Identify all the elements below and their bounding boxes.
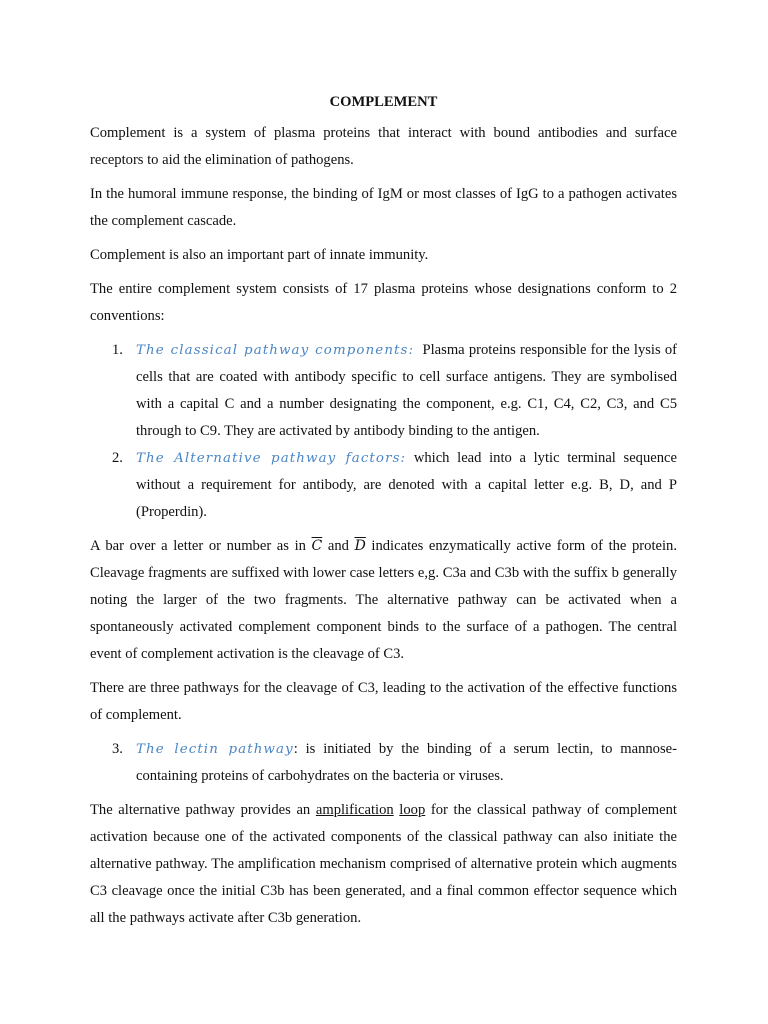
text-segment: and [322, 538, 355, 554]
term-alternative-pathway: The Alternative pathway factors: [136, 451, 407, 466]
list-item-text: which lead into a lytic terminal sequence without a requirement for antibody, are denoted with a capital letter e.g. B, D, and P (Properdin). [136, 450, 677, 520]
term-lectin-pathway: The lectin pathway [136, 742, 294, 757]
list-number: 1. [112, 342, 123, 358]
list-item-lectin [90, 736, 677, 790]
paragraph-amplification [90, 797, 677, 932]
list-item-text: Plasma proteins responsible for the lysis of cells that are coated with antibody specific to cell surface antigens. They are symbolised with a capital C and a number designating the component, e.g. C1, C4, C2, C3, and C5 through to C9. They are activated by antibody binding to the antigen. [136, 342, 677, 439]
lectin-list [90, 736, 677, 790]
page-title: COMPLEMENT [329, 94, 438, 110]
document-page [90, 90, 677, 939]
underlined-amplification: amplification [315, 802, 394, 818]
conventions-list [90, 337, 677, 526]
paragraph-innate-immunity: Complement is also an important part of innate immunity. [90, 247, 429, 263]
text-segment: The alternative pathway provides an [90, 802, 316, 818]
list-item-classical [90, 337, 677, 445]
list-number: 2. [112, 450, 123, 466]
underlined-loop: loop [399, 802, 426, 818]
term-classical-pathway: The classical pathway components: [136, 343, 415, 358]
paragraph-definition: Complement is a system of plasma proteins that interact with bound antibodies and surface receptors to aid the elimination of pathogens. [90, 125, 677, 168]
paragraph-three-pathways: There are three pathways for the cleavage of C3, leading to the activation of the effective functions of complement. [90, 680, 677, 723]
text-segment: for the classical pathway of complement activation because one of the activated components of the classical pathway can also initiate the alternative pathway. The amplification mechanism comprised of alternative protein which augments C3 cleavage once the initial C3b has been generated, and a final common effector sequence which all the pathways activate after C3b generation. [90, 802, 677, 926]
paragraph-active-form [90, 533, 677, 668]
text-segment: indicates enzymatically active form of the protein. Cleavage fragments are suffixed with lower case letters e,g. C3a and C3b with the suffix b generally noting the larger of the two fragments. The alternative pathway can be activated when a spontaneously activated complement component binds to the surface of a pathogen. The central event of complement activation is the cleavage of C3. [90, 538, 677, 662]
paragraph-humoral-response: In the humoral immune response, the binding of IgM or most classes of IgG to a pathogen activates the complement cascade. [90, 186, 677, 229]
symbol-c-bar: $\overline{C}$ [311, 538, 323, 554]
list-item-alternative [90, 445, 677, 526]
text-segment: A bar over a letter or number as in [90, 538, 312, 554]
list-item-text: : is initiated by the binding of a serum lectin, to mannose-containing proteins of carbohydrates on the bacteria or viruses. [136, 741, 677, 784]
symbol-d-bar: $\overline{D}$ [354, 538, 366, 554]
paragraph-system-overview: The entire complement system consists of 17 plasma proteins whose designations conform to 2 conventions: [90, 281, 677, 324]
list-number: 3. [112, 741, 123, 757]
